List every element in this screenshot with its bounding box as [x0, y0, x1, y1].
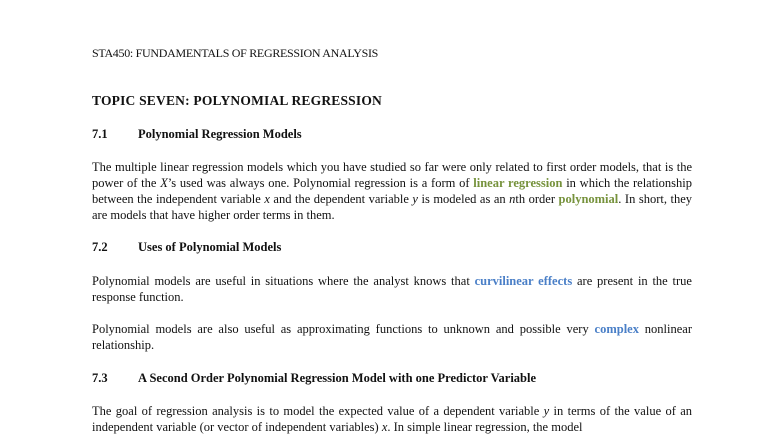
section-title: A Second Order Polynomial Regression Model with one Predictor Variable: [138, 371, 537, 385]
section-number: 7.3: [92, 371, 108, 385]
section-heading-7-1: [92, 127, 302, 142]
link-complex[interactable]: complex: [594, 322, 639, 336]
text: in terms of the value of an independent variable (or vector of independent variables): [92, 404, 692, 434]
paragraph-goal: [92, 403, 692, 443]
text: is modeled as an: [417, 192, 510, 206]
section-title: Polynomial Regression Models: [138, 127, 302, 141]
text: The multiple linear regression models which you have studied so far were only related to first order models, that is the power of the: [92, 160, 692, 190]
section-heading-7-3: [92, 371, 536, 386]
text: Polynomial models are useful in situations where the analyst knows that: [92, 274, 475, 288]
link-polynomial[interactable]: polynomial: [558, 192, 619, 206]
section-number: 7.1: [92, 127, 108, 141]
text: ’s used was always one. Polynomial regression is a form of: [167, 176, 474, 190]
paragraph-uses-1: [92, 273, 692, 305]
link-curvilinear-effects[interactable]: curvilinear effects: [474, 274, 573, 288]
text: in which the relationship between the independent variable: [92, 176, 693, 206]
variable-x: x: [264, 192, 270, 206]
variable-x: x: [381, 420, 388, 434]
text: nonlinear relationship.: [92, 322, 692, 352]
topic-title: TOPIC SEVEN: POLYNOMIAL REGRESSION: [92, 93, 382, 108]
text: . In simple linear regression, the model: [387, 420, 583, 434]
section-heading-7-2: [92, 240, 281, 255]
paragraph-intro: [92, 159, 692, 223]
text: and the dependent variable: [269, 192, 413, 206]
text: . In short, they are models that have higher order terms in them.: [92, 192, 692, 222]
running-header: STA450: FUNDAMENTALS OF REGRESSION ANALYSIS: [92, 46, 379, 60]
variable-y: y: [543, 404, 550, 418]
variable-n: n: [509, 192, 516, 206]
section-number: 7.2: [92, 240, 108, 254]
text: are present in the true response function.: [92, 274, 692, 304]
variable-y: y: [412, 192, 418, 206]
variable-X: X: [160, 176, 168, 190]
paragraph-uses-2: [92, 321, 692, 353]
link-linear-regression[interactable]: linear regression: [473, 176, 563, 190]
text: Polynomial models are also useful as approximating functions to unknown and possible very: [92, 322, 595, 336]
section-title: Uses of Polynomial Models: [138, 240, 282, 254]
text: The goal of regression analysis is to model the expected value of a dependent variable: [92, 404, 544, 418]
text: th order: [515, 192, 559, 206]
